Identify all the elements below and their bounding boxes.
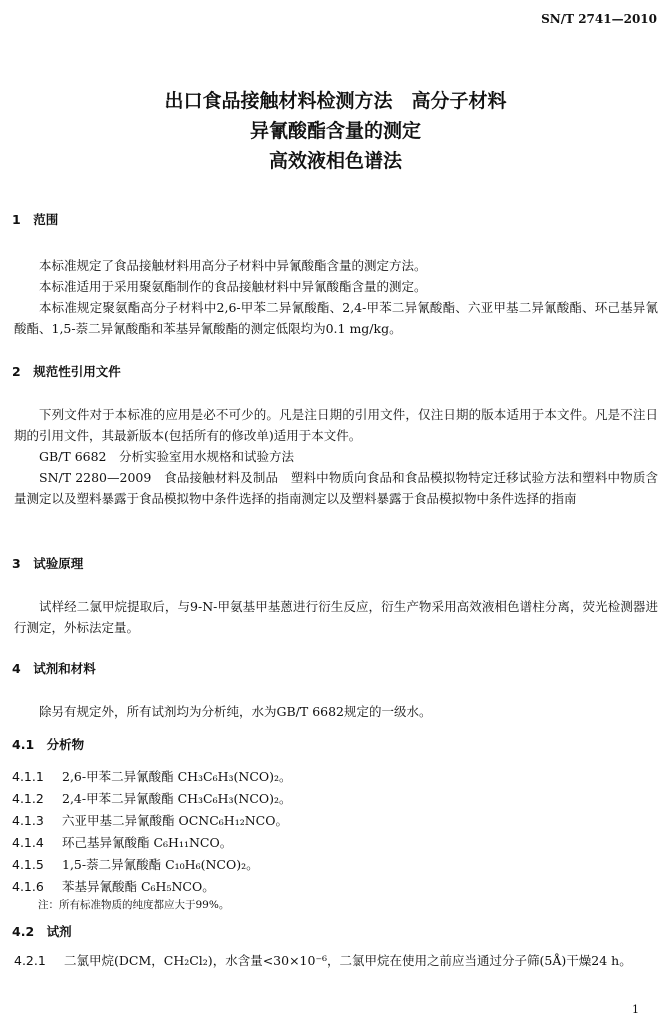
section-1-para-3: 本标准规定聚氨酯高分子材料中2,6-甲苯二异氰酸酯、2,4-甲苯二异氰酸酯、六亚甲基二异氰酸酯、环己基异氰酸酯、1,5-萘二异氰酸酯和苯基异氰酸酯的测定低限均为0.1 mg/kg。 <box>14 300 658 336</box>
item-text: 苯基异氰酸酯 C₆H₅NCO。 <box>62 879 215 894</box>
item-text: 2,6-甲苯二异氰酸酯 CH₃C₆H₃(NCO)₂。 <box>62 769 292 784</box>
list-item-4-2-1 <box>14 950 658 971</box>
item-number: 4.1.6 <box>12 879 44 894</box>
section-2-para-2: GB/T 6682 分析实验室用水规格和试验方法 <box>39 449 295 464</box>
list-item-4-1-4 <box>12 833 232 851</box>
section-1-heading: 1 范围 <box>12 212 59 227</box>
item-number: 4.1.1 <box>12 769 44 784</box>
document-title-line-2: 异氰酸酯含量的测定 <box>249 120 421 142</box>
section-3-para-1: 试样经二氯甲烷提取后，与9-N-甲氨基甲基蒽进行衍生反应，衍生产物采用高效液相色谱柱分离，荧光检测器进行测定，外标法定量。 <box>14 599 658 635</box>
list-item-4-1-5 <box>12 855 259 873</box>
list-item-4-1-6 <box>12 877 215 895</box>
section-2-para-1: 下列文件对于本标准的应用是必不可少的。凡是注日期的引用文件，仅注日期的版本适用于本文件。凡是不注日期的引用文件，其最新版本(包括所有的修改单)适用于本文件。 <box>14 407 658 443</box>
item-number: 4.2.1 <box>14 953 46 968</box>
document-title-line-1: 出口食品接触材料检测方法 高分子材料 <box>164 90 507 112</box>
item-text: 1,5-萘二异氰酸酯 C₁₀H₆(NCO)₂。 <box>62 857 259 872</box>
list-item-4-1-2 <box>12 789 292 807</box>
item-text: 2,4-甲苯二异氰酸酯 CH₃C₆H₃(NCO)₂。 <box>62 791 292 806</box>
section-3-heading: 3 试验原理 <box>12 556 84 571</box>
section-2-para-3: SN/T 2280—2009 食品接触材料及制品 塑料中物质向食品和食品模拟物特定迁移试验方法和塑料中物质含量测定以及塑料暴露于食品模拟物中条件选择的指南测定以及塑料暴露于食品模拟物中条件选择的指南 <box>14 470 658 506</box>
list-item-4-1-1 <box>12 767 292 785</box>
note: 注：所有标准物质的纯度都应大于99%。 <box>38 899 230 911</box>
document-title-line-3: 高效液相色谱法 <box>268 150 402 172</box>
item-text: 二氯甲烷(DCM，CH₂Cl₂)，水含量<30×10⁻⁶，二氯甲烷在使用之前应当通过分子筛(5Å)干燥24 h。 <box>64 953 632 968</box>
item-text: 六亚甲基二异氰酸酯 OCNC₆H₁₂NCO。 <box>62 813 288 828</box>
item-number: 4.1.4 <box>12 835 44 850</box>
section-2-heading: 2 规范性引用文件 <box>12 364 121 379</box>
page-number: 1 <box>632 1003 639 1016</box>
section-4-heading: 4 试剂和材料 <box>12 661 96 676</box>
item-text: 环己基异氰酸酯 C₆H₁₁NCO。 <box>62 835 233 850</box>
section-4-2-heading: 4.2 试剂 <box>12 924 72 939</box>
section-1-para-1: 本标准规定了食品接触材料用高分子材料中异氰酸酯含量的测定方法。 <box>39 258 427 273</box>
section-1-para-2: 本标准适用于采用聚氨酯制作的食品接触材料中异氰酸酯含量的测定。 <box>39 279 427 294</box>
section-4-1-heading: 4.1 分析物 <box>12 737 85 752</box>
standard-code: SN/T 2741—2010 <box>541 12 657 26</box>
item-number: 4.1.2 <box>12 791 44 806</box>
item-number: 4.1.5 <box>12 857 44 872</box>
item-number: 4.1.3 <box>12 813 44 828</box>
section-4-para-1: 除另有规定外，所有试剂均为分析纯，水为GB/T 6682规定的一级水。 <box>39 704 432 719</box>
list-item-4-1-3 <box>12 811 288 829</box>
